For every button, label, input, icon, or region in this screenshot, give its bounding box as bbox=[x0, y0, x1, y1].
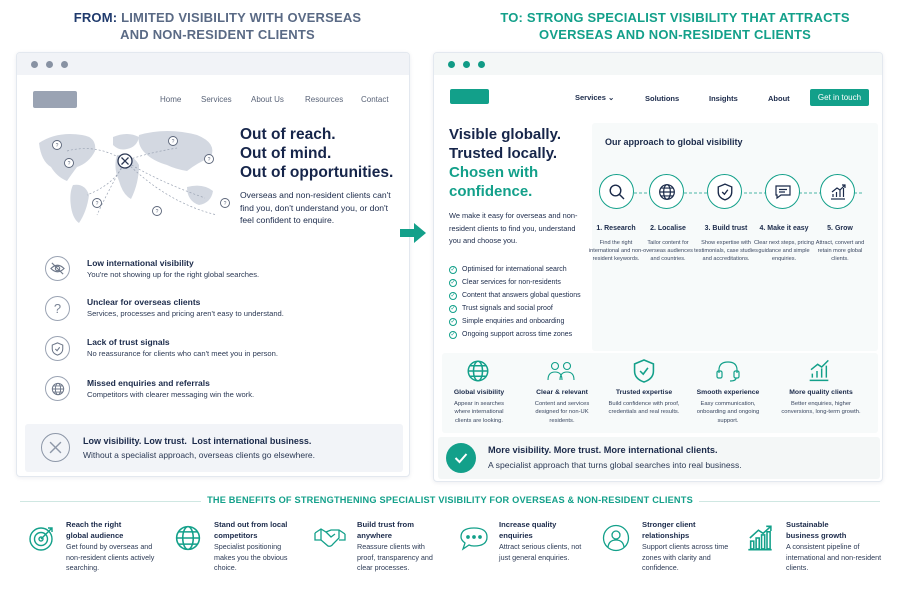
check-icon: ✓ bbox=[450, 319, 456, 325]
check-icon: ✓ bbox=[450, 280, 456, 286]
old-website-window bbox=[16, 52, 410, 477]
benefit-checklist bbox=[449, 263, 609, 341]
get-in-touch-button[interactable]: Get in touch bbox=[810, 89, 869, 106]
check-icon: ✓ bbox=[450, 267, 456, 273]
approach-title: Our approach to global visibility bbox=[605, 137, 743, 147]
old-hero-heading bbox=[240, 125, 405, 182]
globe-icon bbox=[649, 174, 684, 209]
old-footer-banner bbox=[25, 424, 403, 472]
step-desc: Find the right international and non-resident keywords. bbox=[588, 240, 644, 262]
checklist-item bbox=[449, 302, 609, 315]
feature-desc: Better enquiries, higher conversions, long-term growth. bbox=[781, 401, 861, 416]
window-dot[interactable] bbox=[46, 61, 53, 68]
nav-resources[interactable]: Resources bbox=[305, 95, 344, 104]
check-circle-icon bbox=[446, 443, 476, 473]
step-desc: Show expertise with testimonials, case studies and accreditations. bbox=[694, 240, 758, 262]
svg-text:?: ? bbox=[223, 201, 227, 207]
shield-icon bbox=[45, 336, 70, 361]
people-icon bbox=[602, 524, 630, 552]
step-desc: Attract, convert and retain more global clients. bbox=[815, 240, 865, 262]
problem-title: Lack of trust signals bbox=[87, 337, 170, 347]
nav-insights[interactable]: Insights bbox=[709, 94, 738, 103]
benefit-desc: Attract serious clients, not just general enquiries. bbox=[499, 542, 582, 562]
benefit-desc: Specialist positioning makes you the obvious choice. bbox=[214, 542, 288, 572]
chat-icon bbox=[765, 174, 800, 209]
logo-placeholder[interactable] bbox=[33, 91, 77, 108]
checklist-text: Clear services for non-residents bbox=[462, 279, 561, 286]
globe-icon bbox=[45, 376, 70, 401]
new-footer-title: More visibility. More trust. More international clients. bbox=[488, 445, 718, 455]
benefit-title: Build trust from anywhere bbox=[357, 520, 414, 540]
feature-title: Smooth experience bbox=[696, 389, 760, 396]
checklist-item bbox=[449, 315, 609, 328]
to-prefix: TO: bbox=[500, 10, 524, 25]
svg-text:?: ? bbox=[95, 201, 99, 207]
nav-services-label: Services bbox=[575, 93, 606, 102]
checklist-item bbox=[449, 276, 609, 289]
check-icon: ✓ bbox=[450, 293, 456, 299]
old-footer-title: Low visibility. Low trust. Lost international business. bbox=[83, 436, 312, 446]
new-footer-text: A specialist approach that turns global searches into real business. bbox=[488, 460, 742, 470]
new-footer-banner bbox=[438, 437, 880, 479]
feature-title: Clear & relevant bbox=[536, 389, 588, 396]
feature-desc: Easy communication, onboarding and ongoing support. bbox=[696, 401, 760, 424]
check-icon: ✓ bbox=[450, 306, 456, 312]
new-hero-line: confidence. bbox=[449, 183, 533, 200]
approach-panel bbox=[592, 123, 878, 351]
problem-title: Unclear for overseas clients bbox=[87, 297, 201, 307]
nav-services[interactable] bbox=[575, 93, 614, 102]
to-heading bbox=[470, 9, 880, 43]
step-title: 4. Make it easy bbox=[759, 225, 809, 232]
feature-title: Global visibility bbox=[453, 389, 505, 396]
checklist-item bbox=[449, 289, 609, 302]
growth-chart-icon bbox=[746, 524, 774, 552]
benefit-title: Stand out from local competitors bbox=[214, 520, 288, 540]
chat-icon bbox=[459, 526, 489, 552]
globe-icon bbox=[174, 524, 202, 552]
check-icon: ✓ bbox=[450, 332, 456, 338]
nav-home[interactable]: Home bbox=[160, 95, 182, 104]
old-hero-text: Overseas and non-resident clients can't find you, don't understand you, or don't feel confident to enquire. bbox=[240, 190, 391, 225]
nav-contact[interactable]: Contact bbox=[361, 95, 389, 104]
step-title: 3. Build trust bbox=[704, 225, 748, 232]
to-heading-line2: OVERSEAS AND NON-RESIDENT CLIENTS bbox=[539, 27, 811, 42]
window-dot[interactable] bbox=[478, 61, 485, 68]
svg-text:?: ? bbox=[67, 161, 71, 167]
new-hero-line: Chosen with bbox=[449, 164, 539, 181]
problem-title: Missed enquiries and referrals bbox=[87, 378, 210, 388]
world-map-illustration bbox=[27, 123, 237, 231]
window-dot[interactable] bbox=[448, 61, 455, 68]
shield-check-icon bbox=[633, 358, 655, 384]
globe-icon bbox=[466, 359, 490, 383]
nav-about-us[interactable]: About Us bbox=[251, 95, 284, 104]
problem-desc: Competitors with clearer messaging win the work. bbox=[87, 390, 255, 399]
shield-icon bbox=[707, 174, 742, 209]
feature-desc: Build confidence with proof, credentials and real results. bbox=[608, 401, 680, 416]
feature-desc: Content and services designed for non-UK residents. bbox=[534, 401, 590, 424]
feature-title: Trusted expertise bbox=[615, 389, 673, 396]
headset-icon bbox=[715, 359, 741, 383]
window-controls bbox=[434, 53, 882, 75]
problem-desc: Services, processes and pricing aren't easy to understand. bbox=[87, 309, 284, 318]
arrow-right-icon bbox=[398, 222, 428, 244]
new-hero-line: Trusted locally. bbox=[449, 145, 558, 162]
nav-about[interactable]: About bbox=[768, 94, 790, 103]
new-hero-text: We make it easy for overseas and non-resident clients to find you, understand you and choose you. bbox=[449, 211, 578, 245]
benefit-title: Stronger client relationships bbox=[642, 520, 696, 540]
checklist-text: Ongoing support across time zones bbox=[462, 331, 573, 338]
window-controls bbox=[17, 53, 409, 75]
search-icon bbox=[599, 174, 634, 209]
nav-services[interactable]: Services bbox=[201, 95, 232, 104]
bar-chart-icon bbox=[807, 359, 831, 383]
from-heading-line2: AND NON-RESIDENT CLIENTS bbox=[120, 27, 315, 42]
new-hero-line: Visible globally. bbox=[449, 126, 561, 143]
problem-desc: You're not showing up for the right global searches. bbox=[87, 270, 260, 279]
benefit-title: Reach the right global audience bbox=[66, 520, 124, 540]
old-hero-line: Out of opportunities. bbox=[240, 164, 394, 181]
from-prefix: FROM: bbox=[73, 10, 118, 25]
window-dot[interactable] bbox=[463, 61, 470, 68]
svg-text:?: ? bbox=[55, 143, 59, 149]
old-hero-line: Out of mind. bbox=[240, 145, 332, 162]
new-hero-heading bbox=[449, 125, 589, 201]
problem-desc: No reassurance for clients who can't meet you in person. bbox=[87, 349, 278, 358]
svg-text:?: ? bbox=[171, 139, 175, 145]
step-desc: Clear next steps, pricing guidance and simple enquiries. bbox=[754, 240, 815, 262]
feature-desc: Appear in searches where international clients are looking. bbox=[454, 401, 504, 424]
window-dot[interactable] bbox=[31, 61, 38, 68]
benefit-desc: A consistent pipeline of international and non-resident clients. bbox=[786, 542, 882, 572]
feature-title: More quality clients bbox=[789, 389, 853, 396]
benefit-title: Sustainable business growth bbox=[786, 520, 847, 540]
window-dot[interactable] bbox=[61, 61, 68, 68]
new-website-window bbox=[433, 52, 883, 482]
nav-solutions[interactable]: Solutions bbox=[645, 94, 680, 103]
eye-slash-icon bbox=[45, 256, 70, 281]
problem-title: Low international visibility bbox=[87, 258, 194, 268]
checklist-item bbox=[449, 328, 609, 341]
svg-text:?: ? bbox=[155, 209, 159, 215]
people-icon bbox=[546, 360, 576, 382]
question-icon: ? bbox=[45, 296, 70, 321]
from-heading-text: LIMITED VISIBILITY WITH OVERSEAS bbox=[121, 10, 362, 25]
old-footer-text: Without a specialist approach, overseas clients go elsewhere. bbox=[83, 450, 315, 460]
benefit-title: Increase quality enquiries bbox=[499, 520, 557, 540]
svg-text:?: ? bbox=[207, 157, 211, 163]
old-hero-line: Out of reach. bbox=[240, 126, 336, 143]
logo-placeholder[interactable] bbox=[450, 89, 489, 104]
checklist-text: Content that answers global questions bbox=[462, 292, 581, 299]
step-title: 2. Localise bbox=[650, 225, 686, 232]
close-x-icon bbox=[41, 433, 70, 462]
benefit-desc: Get found by overseas and non-resident clients actively searching. bbox=[66, 542, 155, 572]
benefits-title: THE BENEFITS OF STRENGTHENING SPECIALIST VISIBILITY FOR OVERSEAS & NON-RESIDENT CLIENTS bbox=[0, 495, 900, 505]
chevron-down-icon: ⌄ bbox=[607, 93, 615, 102]
step-title: 1. Research bbox=[596, 225, 636, 232]
step-desc: Tailor content for overseas audiences and countries. bbox=[643, 240, 693, 262]
growth-chart-icon bbox=[820, 174, 855, 209]
to-heading-text: STRONG SPECIALIST VISIBILITY THAT ATTRACTS bbox=[526, 10, 850, 25]
handshake-icon bbox=[314, 526, 346, 548]
benefit-desc: Reassure clients with proof, transparency and clear processes. bbox=[357, 542, 433, 572]
checklist-text: Optimised for international search bbox=[462, 266, 567, 273]
from-heading bbox=[20, 9, 415, 43]
benefit-desc: Support clients across time zones with clarity and confidence. bbox=[642, 542, 729, 572]
step-title: 5. Grow bbox=[827, 225, 853, 232]
checklist-text: Trust signals and social proof bbox=[462, 305, 553, 312]
target-icon bbox=[28, 524, 56, 552]
checklist-text: Simple enquiries and onboarding bbox=[462, 318, 565, 325]
checklist-item bbox=[449, 263, 609, 276]
